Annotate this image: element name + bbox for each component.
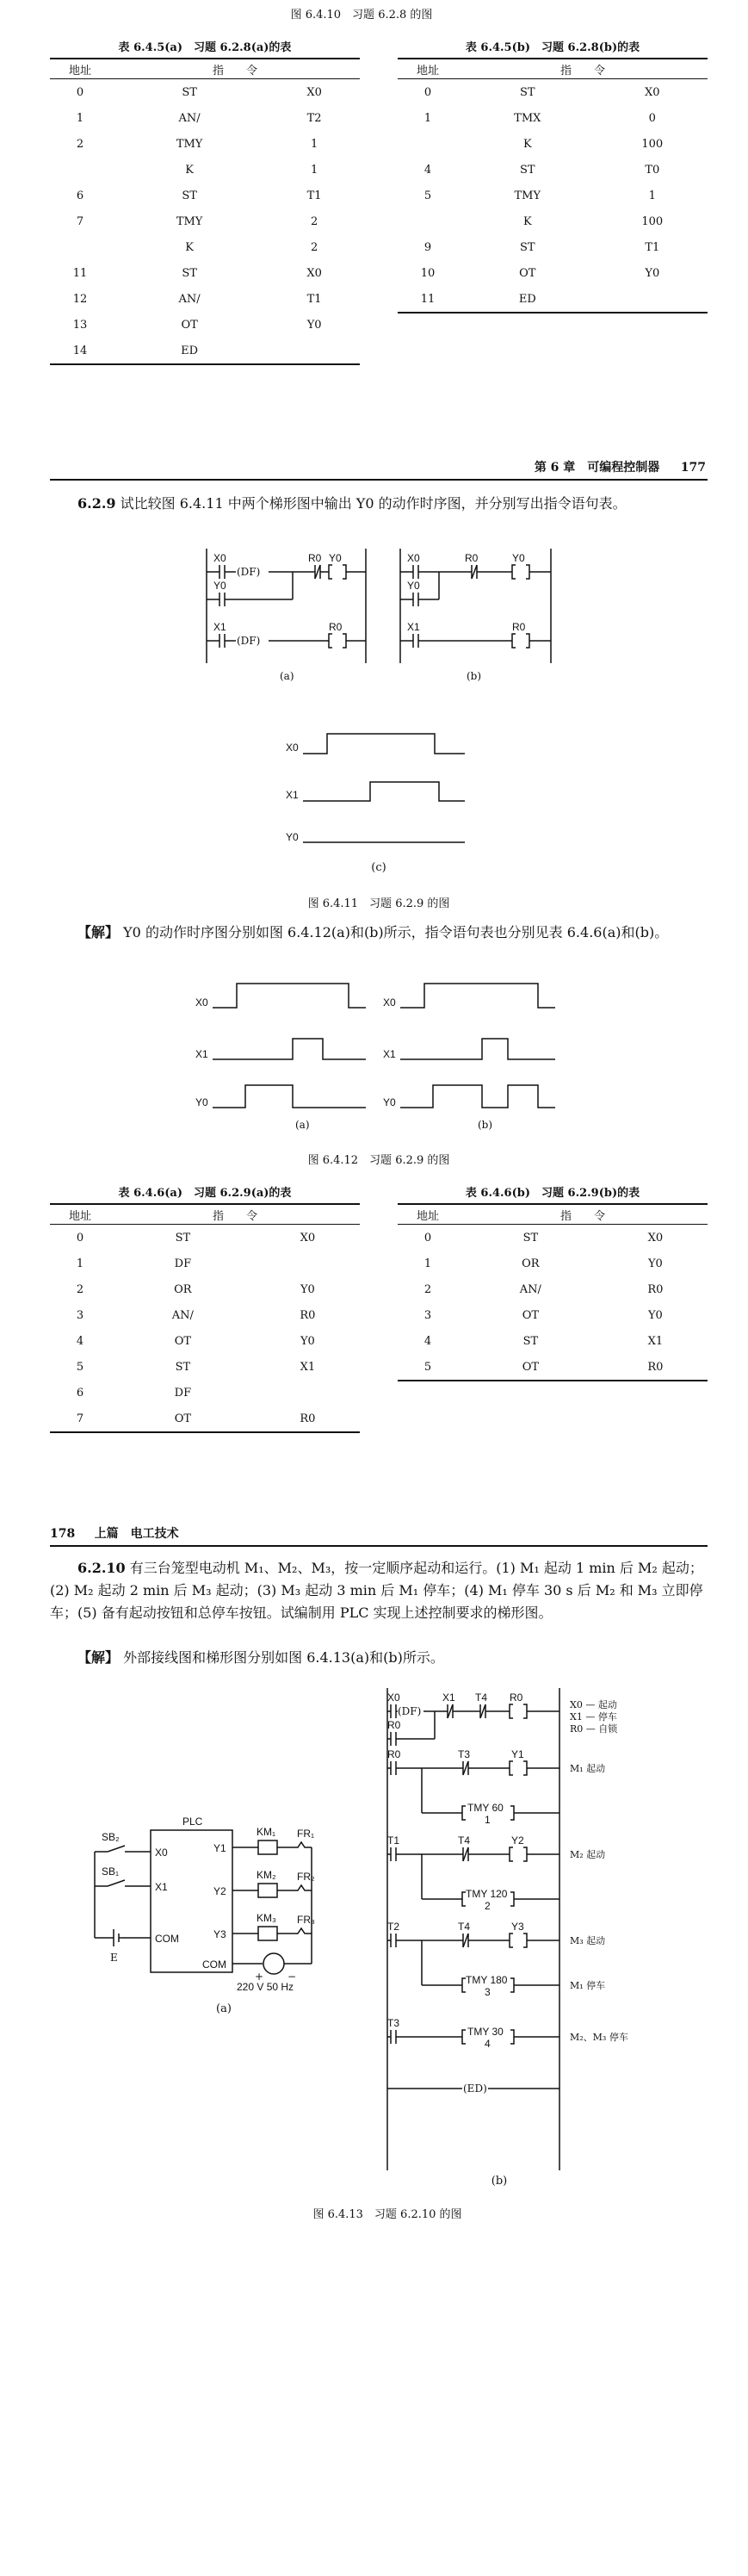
table-row (50, 1251, 360, 1276)
note-m23-stop: M₂、M₃ 停车 (570, 2032, 628, 2043)
cell-address: 3 (423, 1308, 432, 1322)
cell-operand: Y0 (300, 1282, 315, 1296)
cell-address: 0 (423, 1231, 432, 1245)
timing-diagrams-6-4-12 (194, 971, 555, 1135)
solution-6-2-9 (50, 922, 708, 944)
cell-address: 0 (423, 85, 432, 99)
table-row (398, 234, 708, 260)
label-fr1: FR₁ (297, 1828, 315, 1840)
cell-opcode: OT (519, 266, 536, 280)
cell-address: 6 (76, 189, 84, 202)
table-row (50, 183, 360, 208)
label-x1: X1 (442, 1691, 455, 1704)
label-t4: T4 (475, 1691, 488, 1704)
table-title: 表 6.4.5(b) 习题 6.2.8(b)的表 (465, 41, 640, 54)
cell-operand: T0 (645, 163, 660, 177)
col-address: 地址 (398, 1204, 458, 1225)
cell-opcode: ST (520, 163, 535, 177)
cell-address (50, 157, 110, 183)
cell-address: 12 (72, 292, 88, 306)
cell-opcode: OT (174, 1334, 192, 1348)
ladder-diagram-6-4-13b (379, 1684, 732, 2200)
label-tmy120: TMY 120 (466, 1888, 508, 1900)
cell-opcode: AN/ (171, 1308, 194, 1322)
solution-text: 外部接线图和梯形图分别如图 6.4.13(a)和(b)所示。 (123, 1649, 444, 1666)
label-t4: T4 (458, 1921, 471, 1933)
label-x1: X1 (383, 1048, 396, 1060)
wiring-diagram-6-4-13a (86, 1796, 379, 2002)
label-t4: T4 (458, 1834, 471, 1847)
cell-address: 1 (423, 111, 432, 125)
table-row (398, 1251, 708, 1276)
label-tmy180: TMY 180 (466, 1974, 508, 1986)
table-row (50, 312, 360, 338)
cell-opcode: ST (175, 1231, 191, 1245)
cell-opcode: OR (174, 1282, 192, 1296)
cell-address: 4 (423, 163, 432, 177)
cell-operand: R0 (256, 1406, 360, 1432)
table-title: 表 6.4.5(a) 习题 6.2.8(a)的表 (118, 41, 292, 54)
cell-operand: 2 (310, 214, 318, 228)
table-6-4-6a (50, 1183, 360, 1433)
cell-address: 10 (420, 266, 436, 280)
label-x0: X0 (195, 996, 208, 1009)
solution-tag: 【解】 (77, 924, 120, 940)
cell-operand: Y0 (647, 1308, 663, 1322)
label-fr3: FR₃ (297, 1914, 315, 1926)
label-r0: R0 (465, 552, 479, 564)
cell-address: 9 (423, 240, 432, 254)
cell-opcode: K (522, 137, 532, 151)
table-row (398, 131, 708, 157)
table-row (398, 79, 708, 106)
cell-opcode: OT (522, 1308, 540, 1322)
label-y1: Y1 (511, 1748, 524, 1760)
table-row (398, 183, 708, 208)
cell-operand: 1 (648, 189, 656, 202)
cell-operand: T2 (306, 111, 322, 125)
timing-diagram-6-4-11c (284, 715, 482, 857)
header-rule (50, 479, 708, 481)
label-y0: Y0 (286, 831, 299, 843)
cell-address: 7 (76, 214, 84, 228)
table-row (50, 157, 360, 183)
label-x0: X0 (155, 1847, 168, 1859)
cell-opcode: DF (174, 1386, 192, 1400)
cell-operand: X0 (306, 266, 322, 280)
cell-address: 5 (76, 1360, 84, 1374)
cell-address: 1 (423, 1257, 432, 1270)
table-row (398, 1225, 708, 1251)
label-y2: Y2 (511, 1834, 524, 1847)
cell-address: 4 (423, 1334, 432, 1348)
label-supply: 220 V 50 Hz (237, 1981, 294, 1993)
table-6-4-5b (398, 38, 708, 313)
running-header (50, 1524, 394, 1542)
cell-address: 11 (398, 286, 458, 313)
label-com: COM (155, 1933, 179, 1945)
cell-operand: X0 (645, 85, 660, 99)
label-t2: T2 (387, 1921, 400, 1933)
cell-address: 2 (76, 1282, 84, 1296)
cell-operand: Y0 (647, 1257, 663, 1270)
table-row (50, 1354, 360, 1380)
label-y0: Y0 (195, 1096, 208, 1108)
label-x0: X0 (407, 552, 420, 564)
cell-opcode: AN/ (178, 292, 201, 306)
label-r0: R0 (387, 1748, 401, 1760)
col-instruction: 指 令 (458, 59, 708, 79)
label-tmy30: TMY 30 (467, 2026, 504, 2038)
cell-opcode: OT (181, 318, 198, 332)
label-y0: Y0 (512, 552, 525, 564)
cell-operand: T1 (306, 189, 322, 202)
cell-opcode: K (185, 163, 194, 177)
table-row (50, 105, 360, 131)
cell-address: 6 (76, 1386, 84, 1400)
figure-caption-6-4-12: 图 6.4.12 习题 6.2.9 的图 (307, 1154, 450, 1167)
figure-caption-6-4-10: 图 6.4.10 习题 6.2.8 的图 (290, 9, 433, 22)
problem-text: 试比较图 6.4.11 中两个梯形图中输出 Y0 的动作时序图，并分别写出指令语句表。 (120, 495, 627, 512)
problem-text: 有三台笼型电动机 M₁、M₂、M₃，按一定顺序起动和运行。(1) M₁ 起动 1 min 后 M₂ 起动；(2) M₂ 起动 2 min 后 M₃ 起动；(3) M₃ 起动 3 min 后 M₁ 停车；(4) M₁ 停车 30 s 后 M₂ 和 M₃ 立即停车；(5) 备有起动按钮和总停车按钮。试编制用 PLC 实现上述控制要求的梯形图。 (50, 1560, 703, 1621)
label-fr2: FR₂ (297, 1871, 315, 1883)
problem-number: 6.2.10 (77, 1560, 126, 1576)
cell-opcode: ED (110, 338, 269, 364)
problem-6-2-9 (50, 493, 708, 515)
table-row (50, 131, 360, 157)
note-m1-stop: M₁ 停车 (570, 1980, 606, 1991)
cell-address: 0 (76, 85, 84, 99)
cell-operand: R0 (647, 1282, 664, 1296)
label-y0: Y0 (407, 580, 420, 592)
label-x1: X1 (195, 1048, 208, 1060)
label-r0: R0 (510, 1691, 523, 1704)
label-tmy180-no: 3 (485, 1986, 491, 1998)
label-x0: X0 (387, 1691, 400, 1704)
col-instruction: 指 令 (458, 1204, 708, 1225)
label-df: (DF) (398, 1705, 422, 1717)
cell-opcode: ST (520, 240, 535, 254)
cell-address: 2 (423, 1282, 432, 1296)
cell-address: 1 (76, 111, 84, 125)
solution-6-2-10 (50, 1647, 708, 1669)
note-x0: X0 — 起动 (570, 1699, 617, 1710)
table-row (50, 286, 360, 312)
note-x1: X1 — 停车 (570, 1711, 617, 1723)
cell-operand: R0 (603, 1354, 708, 1381)
note-r0: R0 — 自锁 (570, 1723, 618, 1735)
label-sb2: SB₂ (102, 1831, 120, 1843)
cell-opcode: K (185, 240, 194, 254)
cell-opcode: ED (458, 286, 597, 313)
col-address: 地址 (50, 59, 110, 79)
note-m2-start: M₂ 起动 (570, 1849, 606, 1860)
label-x1: X1 (286, 789, 299, 801)
label-r0: R0 (387, 1719, 401, 1731)
label-r0: R0 (512, 621, 526, 633)
col-address: 地址 (398, 59, 458, 79)
cell-opcode: ST (182, 266, 197, 280)
cell-operand: 2 (310, 240, 318, 254)
cell-address (398, 131, 458, 157)
label-com2: COM (202, 1958, 226, 1971)
cell-address: 0 (76, 1231, 84, 1245)
table-6-4-6b (398, 1183, 708, 1381)
table-row (50, 234, 360, 260)
cell-operand: 100 (641, 214, 664, 228)
cell-opcode: TMX (514, 111, 541, 125)
label-a: (a) (280, 670, 294, 682)
cell-operand: X1 (647, 1334, 664, 1348)
table-row (50, 1328, 360, 1354)
cell-address: 5 (398, 1354, 458, 1381)
cell-address: 4 (76, 1334, 84, 1348)
label-minus: − (287, 1971, 297, 1983)
label-x0: X0 (286, 742, 299, 754)
label-r0: R0 (329, 621, 343, 633)
cell-opcode: ST (520, 85, 535, 99)
cell-opcode: ST (182, 85, 197, 99)
table-row (398, 260, 708, 286)
label-t1: T1 (387, 1834, 400, 1847)
cell-operand: T1 (306, 292, 322, 306)
cell-operand: X1 (300, 1360, 316, 1374)
cell-operand (269, 338, 360, 364)
problem-number: 6.2.9 (77, 495, 116, 512)
label-e: E (110, 1952, 118, 1964)
label-y1: Y1 (213, 1842, 226, 1854)
page-number: 178 (50, 1527, 76, 1541)
col-address: 地址 (50, 1204, 110, 1225)
note-m1-start: M₁ 起动 (570, 1763, 606, 1774)
cell-opcode: TMY (176, 214, 203, 228)
label-ed: (ED) (463, 2083, 487, 2095)
label-y0: Y0 (329, 552, 342, 564)
solution-tag: 【解】 (77, 1649, 120, 1666)
ladder-diagrams-6-4-11 (198, 544, 559, 682)
cell-opcode: AN/ (519, 1282, 541, 1296)
cell-address: 13 (72, 318, 88, 332)
cell-operand: 0 (648, 111, 656, 125)
cell-opcode: K (522, 214, 532, 228)
problem-6-2-10 (50, 1557, 708, 1624)
cell-operand: R0 (300, 1308, 316, 1322)
cell-opcode: ST (182, 189, 197, 202)
table-title: 表 6.4.6(a) 习题 6.2.9(a)的表 (118, 1187, 292, 1200)
table-row (398, 1328, 708, 1354)
cell-address: 14 (50, 338, 110, 364)
cell-opcode: OT (110, 1406, 256, 1432)
label-plus: + (255, 1971, 264, 1983)
label-y3: Y3 (213, 1928, 226, 1940)
table-row (398, 1276, 708, 1302)
cell-operand: 1 (310, 137, 318, 151)
cell-opcode: ST (522, 1231, 539, 1245)
label-x0: X0 (383, 996, 396, 1009)
label-y3: Y3 (511, 1921, 524, 1933)
table-row (398, 157, 708, 183)
cell-opcode: ST (175, 1360, 191, 1374)
cell-operand: 1 (310, 163, 318, 177)
cell-opcode: TMY (514, 189, 541, 202)
table-row (50, 1380, 360, 1406)
cell-opcode: TMY (176, 137, 203, 151)
cell-opcode: OT (458, 1354, 603, 1381)
header-rule (50, 1545, 708, 1547)
cell-address: 7 (50, 1406, 110, 1432)
label-tmy120-no: 2 (485, 1900, 491, 1912)
table-row (398, 105, 708, 131)
label-y2: Y2 (213, 1885, 226, 1897)
solution-text: Y0 的动作时序图分别如图 6.4.12(a)和(b)所示，指令语句表也分别见表 6.4.6(a)和(b)。 (123, 924, 669, 940)
cell-operand (256, 1251, 360, 1276)
col-instruction: 指 令 (110, 1204, 360, 1225)
label-df: (DF) (237, 566, 261, 578)
table-row (50, 208, 360, 234)
note-m3-start: M₃ 起动 (570, 1935, 606, 1946)
label-km2: KM₂ (257, 1869, 276, 1881)
label-t3: T3 (458, 1748, 471, 1760)
table-row (50, 1225, 360, 1251)
label-c: (c) (371, 861, 386, 874)
running-header (473, 458, 706, 475)
table-row (50, 338, 360, 364)
label-a: (a) (216, 2002, 232, 2015)
label-tmy30-no: 4 (485, 2038, 491, 2050)
cell-operand: X0 (306, 85, 322, 99)
label-sb1: SB₁ (102, 1865, 120, 1878)
table-title: 表 6.4.6(b) 习题 6.2.9(b)的表 (465, 1187, 640, 1200)
cell-operand: Y0 (306, 318, 322, 332)
label-b: (b) (491, 2175, 508, 2188)
table-row (50, 260, 360, 286)
cell-operand: 100 (641, 137, 664, 151)
label-km1: KM₁ (257, 1826, 276, 1838)
label-t3: T3 (387, 2017, 400, 2029)
table-row (50, 1302, 360, 1328)
cell-address (398, 208, 458, 234)
col-instruction: 指 令 (110, 59, 360, 79)
table-row (398, 208, 708, 234)
label-x0: X0 (213, 552, 226, 564)
cell-address: 3 (76, 1308, 84, 1322)
table-row (50, 1276, 360, 1302)
cell-operand: T1 (645, 240, 660, 254)
table-row (398, 1354, 708, 1381)
cell-address: 5 (423, 189, 432, 202)
label-x1: X1 (155, 1881, 168, 1893)
cell-operand (597, 286, 708, 313)
cell-opcode: OR (522, 1257, 540, 1270)
cell-operand: X0 (300, 1231, 316, 1245)
figure-caption-6-4-13: 图 6.4.13 习题 6.2.10 的图 (312, 2208, 462, 2221)
label-tmy60: TMY 60 (467, 1802, 504, 1814)
label-b: (b) (467, 670, 482, 682)
cell-operand: Y0 (645, 266, 660, 280)
part-title: 上篇 电工技术 (94, 1527, 179, 1541)
cell-opcode: AN/ (178, 111, 201, 125)
label-km3: KM₃ (257, 1912, 276, 1924)
cell-address (50, 234, 110, 260)
table-row (398, 286, 708, 313)
cell-operand (256, 1380, 360, 1406)
label-plc: PLC (182, 1816, 203, 1828)
table-6-4-5a (50, 38, 360, 365)
table-row (50, 79, 360, 106)
chapter-title: 第 6 章 可编程控制器 (534, 461, 660, 475)
label-tmy60-no: 1 (485, 1814, 491, 1826)
label-y0: Y0 (383, 1096, 396, 1108)
cell-operand: Y0 (300, 1334, 315, 1348)
label-x1: X1 (213, 621, 226, 633)
label-x1: X1 (407, 621, 420, 633)
label-r0: R0 (308, 552, 322, 564)
cell-address: 1 (76, 1257, 84, 1270)
cell-opcode: DF (174, 1257, 192, 1270)
cell-address: 2 (76, 137, 84, 151)
label-a: (a) (295, 1119, 310, 1131)
cell-address: 11 (72, 266, 88, 280)
cell-opcode: ST (522, 1334, 539, 1348)
table-row (398, 1302, 708, 1328)
cell-operand: X0 (647, 1231, 664, 1245)
label-y0: Y0 (213, 580, 226, 592)
figure-caption-6-4-11: 图 6.4.11 习题 6.2.9 的图 (307, 897, 450, 910)
label-df: (DF) (237, 635, 261, 647)
table-row (50, 1406, 360, 1432)
page-number: 177 (680, 461, 706, 475)
label-b: (b) (478, 1119, 493, 1131)
